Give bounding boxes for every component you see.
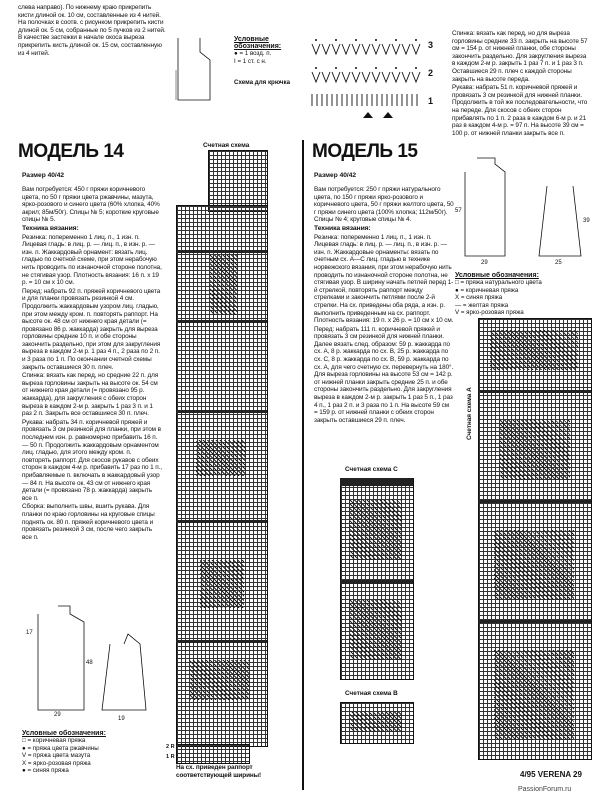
chart-a-motif (494, 650, 574, 740)
crochet-chart (308, 30, 426, 125)
model14-pattern-sketch (24, 604, 164, 724)
model14-chart-top (208, 150, 268, 212)
chart-motif (190, 660, 250, 700)
svg-text:29: 29 (54, 712, 61, 718)
chart-a-band (478, 390, 591, 393)
model14-legend-item: X = ярко-розовая пряжа (22, 759, 91, 767)
svg-text:39: 39 (583, 218, 590, 224)
model15-body: Вам потребуется: 250 г пряжи натурального цвета, по 150 г пряжи ярко-розового и коричневого цвета, 50 г пряжи желтого цвета, 50 г пряжи синего цвета (100% хлопка; 112м/50г). Спицы № 4; круговые спицы № 4. Техника вязания: Резинка: попеременно 1 лиц. п., 1 изн. п. Лицевая гладь: в лиц. р. — лиц. п., в изн. р. — изн. п. Жаккардовые орнаменты: вязать по счетным сх. A—C лиц. гладью в технике норвежского вязания, при этом нерабочую нить проводить по изнаночной стороне полотна, не стягивая узор. В ширину начать петлей перед 1-й стрелкой, повторять раппорт между стрелками и закончить петлями после 2-й стрелки. На сх. приведены оба ряда, а изн. р. выполнить приведенным на сх. раппорт. Плотность вязания: 19 п. х 26 р. = 10 см х 10 см. Перед: набрать 111 п. коричневой пряжей и провязать 3 см резинкой для нижней планки. Далее вязать след. образом: 59 р. жаккарда по сх. A, 8 р. жаккарда по сх. B, 25 р. жаккарда по сх. C, 8 р. жаккарда по сх. B, 59 р. жаккарда по сх. A, для чего счетную сх. перевернуть на 180°. Для выреза горловины на высоте 53 см = 142 р. от нижней планки закрыть средние 25 п. и обе стороны закончить раздельно. Для закругления выреза в каждом 2-м р. закрыть 1 раз 5 п., 1 раз 4 п., 1 раз 2 п. и 3 раза по 1 п. На высоте 59 см = 159 р. от нижней планки с обеих сторон закрыть оставшиеся 29 п. плеч. (314, 186, 454, 424)
chart-band (176, 250, 267, 253)
svg-text:19: 19 (118, 716, 125, 722)
crochet-legend (234, 36, 314, 87)
model14-chart-bottom (176, 744, 250, 764)
chart-a-band (478, 620, 591, 623)
model14-chart-note: На сх. приведен раппорт соответствующей ширины! (176, 764, 262, 779)
chart-c-band (340, 478, 413, 486)
svg-text:29: 29 (481, 260, 488, 266)
model14-legend-item: V = пряжа цвета мазута (22, 752, 91, 760)
crochet-row-3: 3 (428, 40, 434, 50)
model15-legend-item: ● = коричневая пряжа (455, 286, 519, 294)
model14-chart-title: Счетная схема (203, 142, 250, 149)
chart-b-label: Счетная схема B (345, 690, 398, 697)
top-pattern-sketch (168, 30, 228, 105)
model14-legend-item: □ = коричневая пряжа (22, 737, 86, 744)
page-footer: 4/95 VERENA 29 (520, 770, 582, 779)
model14-legend-item: ● = синяя пряжа (22, 767, 69, 775)
model15-legend-item: — = желтая пряжа (455, 301, 509, 309)
svg-text:57: 57 (455, 208, 462, 214)
top-left-text: слева направо). По нижнему краю прикрепить кисти длиной ок. 10 см, составленные из 4 нитей. На полочках в соотв. с рисунком прикрепить кисти длиной ок. 5 см, собранные по 5 пучков из 2 нитей. В качестве застежки в начале окоса выреза прикрепить кисть длиной ок. 15 см, составленную из 4 нитей. (18, 4, 166, 57)
chart-a-band (478, 500, 591, 503)
model15-back-text: Спинка: вязать как перед, но для выреза горловины средние 33 п. закрыть на высоте 57 см = 154 р. от нижней планки, обе стороны закончить раздельно. Для закругления выреза в каждом 2-м р. закрыть 1 раз 7 п. и 1 раз 3 п. Оставшиеся 29 п. плеч с каждой стороны закрыть на высоте переда. Рукава: набрать 51 п. коричневой пряжей и провязать 3 см резинкой для нижней планки. Продолжить в той же последовательности, что на переде. Для скосов с обеих сторон прибавлять по 1 п. 2 раза в каждом 6-м р. и 21 раз в каждом 4-м р. = 97 п. На высоте 39 см = 100 р. от нижней планки закрыть все п. (452, 30, 588, 137)
chart-band (176, 640, 267, 643)
chart-c-band (340, 580, 413, 584)
model14-legend-title: Условные обозначения: (22, 730, 106, 737)
chart-row-1: 1 R (166, 754, 175, 760)
crochet-legend-item: ● = 1 возд. п. (234, 50, 272, 57)
model15-pattern-sketch (455, 152, 595, 267)
model15-size: Размер 40/42 (314, 172, 357, 179)
model15-legend-item: V = ярко-розовая пряжа (455, 309, 524, 317)
chart-motif (196, 440, 246, 476)
model14-legend-item: ● = пряжа цвета ржавчины (22, 744, 99, 752)
svg-text:17: 17 (26, 630, 33, 636)
chart-row-2: 2 R (166, 744, 175, 750)
model14-size: Размер 40/42 (22, 172, 65, 179)
svg-text:48: 48 (86, 660, 93, 666)
chart-band (176, 320, 267, 323)
model14-body: Вам потребуется: 450 г пряжи коричневого цвета, по 50 г пряжи цвета ржавчины, мазута, ярко-розового и синего цвета (60% хлопка, 40% акрил; 85м/50г). Спицы № 5; короткие круговые спицы № 5. Техника вязания: Резинка: попеременно 1 лиц. п., 1 изн. п. Лицевая гладь: в лиц. р. — лиц. п., в изн. р. — изн. п. Жаккардовый орнамент: вязать лиц. гладью по счетной схеме, при этом нерабочую нить проводить по изнаночной стороне полотна, не стягивая узор. Плотность вязания: 16 п. х 19 р. = 10 см х 10 см. Перед: набрать 92 п. пряжей коричневого цвета и для планки провязать резинкой 4 см. Продолжить жаккардовым узором лиц. гладью, при этом между кром. п. повторять раппорт. На высоте ок. 48 см от нижнего края детали (= провязано 86 р. жаккарда) закрыть для выреза горловины средние 10 п. и обе стороны закончить раздельно, при этом для закругления выреза в каждом 2-м р. 1 раз 4 п., 2 раза по 2 п. и 3 раза по 1 п. По окончании счетной схемы закрыть оставшиеся 30 п. плеч. Спинка: вязать как перед, но средние 22 п. для выреза горловины закрыть на высоте ок. 54 см от нижнего края детали (= провязано 95 р. жаккарда), для закругления с обеих сторон выреза в каждом 2-м р. закрыть 1 раз 3 п. и 1 раз 2 п. Закрыть все оставшиеся 30 п. плеч. Рукава: набрать 34 п. коричневой пряжей и провязать 3 см резинкой для планки, при этом в последнем изн. р. равномерно прибавить 16 п. — 50 п. Продолжить жаккардовым орнаментом лиц. гладью, для этого между кром. п. повторять раппорт. Для скосов рукавов с обеих сторон в каждом 4-м р. прибавить 17 раз по 1 п., прибавляемые п. включать в жаккардовый узор — 84 п. На высоте ок. 43 см от нижнего края детали (= провязано 78 р. жаккарда) закрыть все п. Сборка: выполнить швы, вшить рукава. Для планки по краю горловины на круговые спицы поднять ок. 80 п. пряжей коричневого цвета и провязать резинкой 3 см, после чего закрыть все п. (22, 186, 162, 541)
model14-title: МОДЕЛЬ 14 (18, 141, 124, 162)
model15-legend (455, 272, 595, 317)
chart-a-label: Счетная схема A (466, 387, 473, 440)
chart-c-motif (350, 600, 402, 660)
model15-legend-title: Условные обозначения: (455, 272, 539, 279)
chart-motif (200, 560, 244, 608)
chart-a-motif (494, 530, 574, 600)
model15-title: МОДЕЛЬ 15 (312, 141, 418, 162)
crochet-legend-title: Условные обозначения: (234, 36, 282, 50)
chart-a-motif (490, 330, 578, 370)
chart-c-label: Счетная схема C (345, 466, 398, 473)
model15-legend-item: □ = пряжа натурального цвета (455, 279, 542, 286)
chart-band (176, 410, 267, 413)
crochet-row-2: 2 (428, 68, 434, 78)
model15-legend-item: X = синяя пряжа (455, 294, 503, 302)
model14-legend (22, 730, 162, 775)
chart-b-motif (350, 712, 402, 732)
chart-band (176, 520, 267, 523)
crochet-legend-item: I = 1 ст. с н. (234, 57, 267, 65)
chart-a-motif (500, 420, 570, 480)
column-divider (302, 140, 304, 790)
chart-diamond (210, 255, 238, 315)
svg-text:25: 25 (555, 260, 562, 266)
crochet-row-1: 1 (428, 96, 434, 106)
watermark: PassionForum.ru (518, 786, 572, 793)
chart-c-motif (350, 500, 402, 560)
crochet-schema-label: Схема для крючка (234, 79, 291, 87)
